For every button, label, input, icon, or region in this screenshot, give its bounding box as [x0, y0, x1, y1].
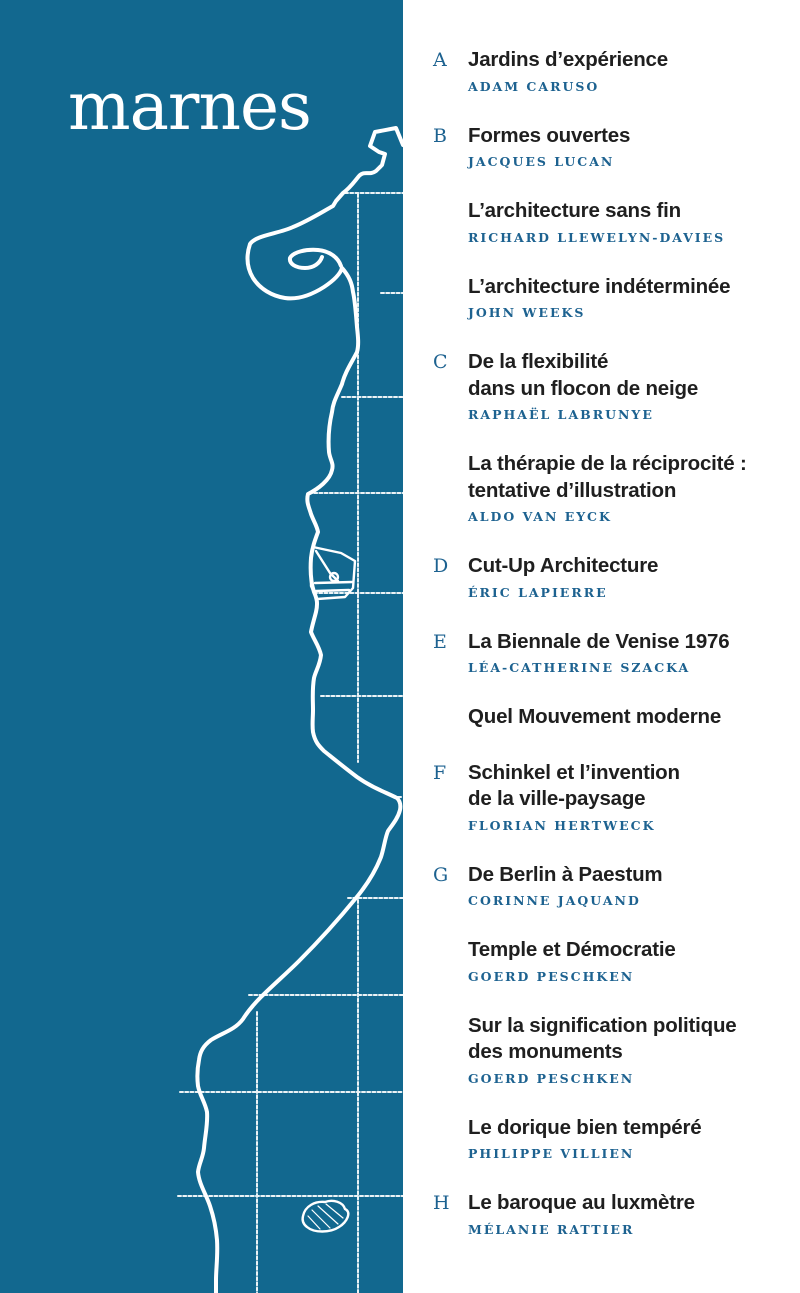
toc-entry — [433, 629, 793, 676]
article-title: La Biennale de Venise 1976 — [468, 629, 730, 653]
article-title: Le dorique bien tempéré — [468, 1115, 702, 1139]
toc-entry — [433, 553, 793, 600]
article-author: JOHN WEEKS — [468, 305, 586, 320]
citadel-sketch — [311, 547, 355, 599]
toc-entry — [433, 47, 793, 94]
article-title: L’architecture sans fin — [468, 199, 682, 222]
article-author: ALDO VAN EYCK — [468, 509, 612, 524]
toc-entry — [433, 760, 793, 833]
island-sketch — [303, 1201, 349, 1232]
article-author: GOERD PESCHKEN — [468, 968, 635, 984]
journal-title: marnes — [68, 68, 311, 145]
toc-list — [433, 47, 793, 1266]
section-letter: D — [433, 555, 449, 577]
article-author: FLORIAN HERTWECK — [468, 817, 656, 833]
section-letter: G — [433, 863, 449, 886]
section-letter: A — [433, 49, 447, 71]
article-author: CORINNE JAQUAND — [468, 893, 641, 908]
article-author: RAPHAËL LABRUNYE — [468, 407, 654, 422]
toc-entry — [433, 704, 793, 731]
section-letter: E — [433, 630, 447, 653]
article-author: MÉLANIE RATTIER — [468, 1221, 635, 1237]
article-title: Cut-Up Architecture — [468, 554, 659, 577]
article-author: RICHARD LLEWELYN-DAVIES — [468, 229, 726, 245]
article-title: De la flexibilité dans un flocon de neige — [468, 350, 699, 400]
article-author: GOERD PESCHKEN — [468, 1070, 635, 1086]
toc-entry — [433, 451, 793, 524]
map-grid — [178, 193, 403, 1293]
article-title: Jardins d’expérience — [468, 48, 668, 71]
article-author: PHILIPPE VILLIEN — [468, 1146, 635, 1161]
section-letter: F — [433, 761, 447, 784]
article-title: Le baroque au luxmètre — [468, 1191, 695, 1214]
toc-entry — [433, 349, 793, 422]
toc-entry — [433, 198, 793, 245]
article-title: La thérapie de la réciprocité : tentative d’illustration — [468, 452, 747, 502]
article-author: LÉA-CATHERINE SZACKA — [468, 660, 691, 675]
section-letter: H — [433, 1192, 450, 1214]
section-letter: C — [433, 351, 448, 373]
article-title: Sur la signification politique des monuments — [468, 1013, 737, 1063]
toc-entry — [433, 1190, 793, 1237]
article-author: ÉRIC LAPIERRE — [468, 584, 608, 600]
article-title: L’architecture indéterminée — [468, 274, 731, 298]
article-title: Schinkel et l’invention de la ville-paysage — [468, 760, 680, 810]
toc-entry — [433, 123, 793, 170]
toc-entry — [433, 1013, 793, 1086]
toc-entry — [433, 862, 793, 909]
article-author: JACQUES LUCAN — [468, 154, 615, 169]
coastline — [197, 128, 403, 1293]
article-title: De Berlin à Paestum — [468, 862, 663, 886]
toc-entry — [433, 274, 793, 321]
section-letter: B — [433, 124, 447, 147]
article-title: Temple et Démocratie — [468, 938, 676, 961]
article-title: Formes ouvertes — [468, 123, 631, 147]
toc-entry — [433, 937, 793, 984]
toc-entry — [433, 1115, 793, 1162]
article-title: Quel Mouvement moderne — [468, 705, 722, 728]
article-author: ADAM CARUSO — [468, 78, 600, 94]
